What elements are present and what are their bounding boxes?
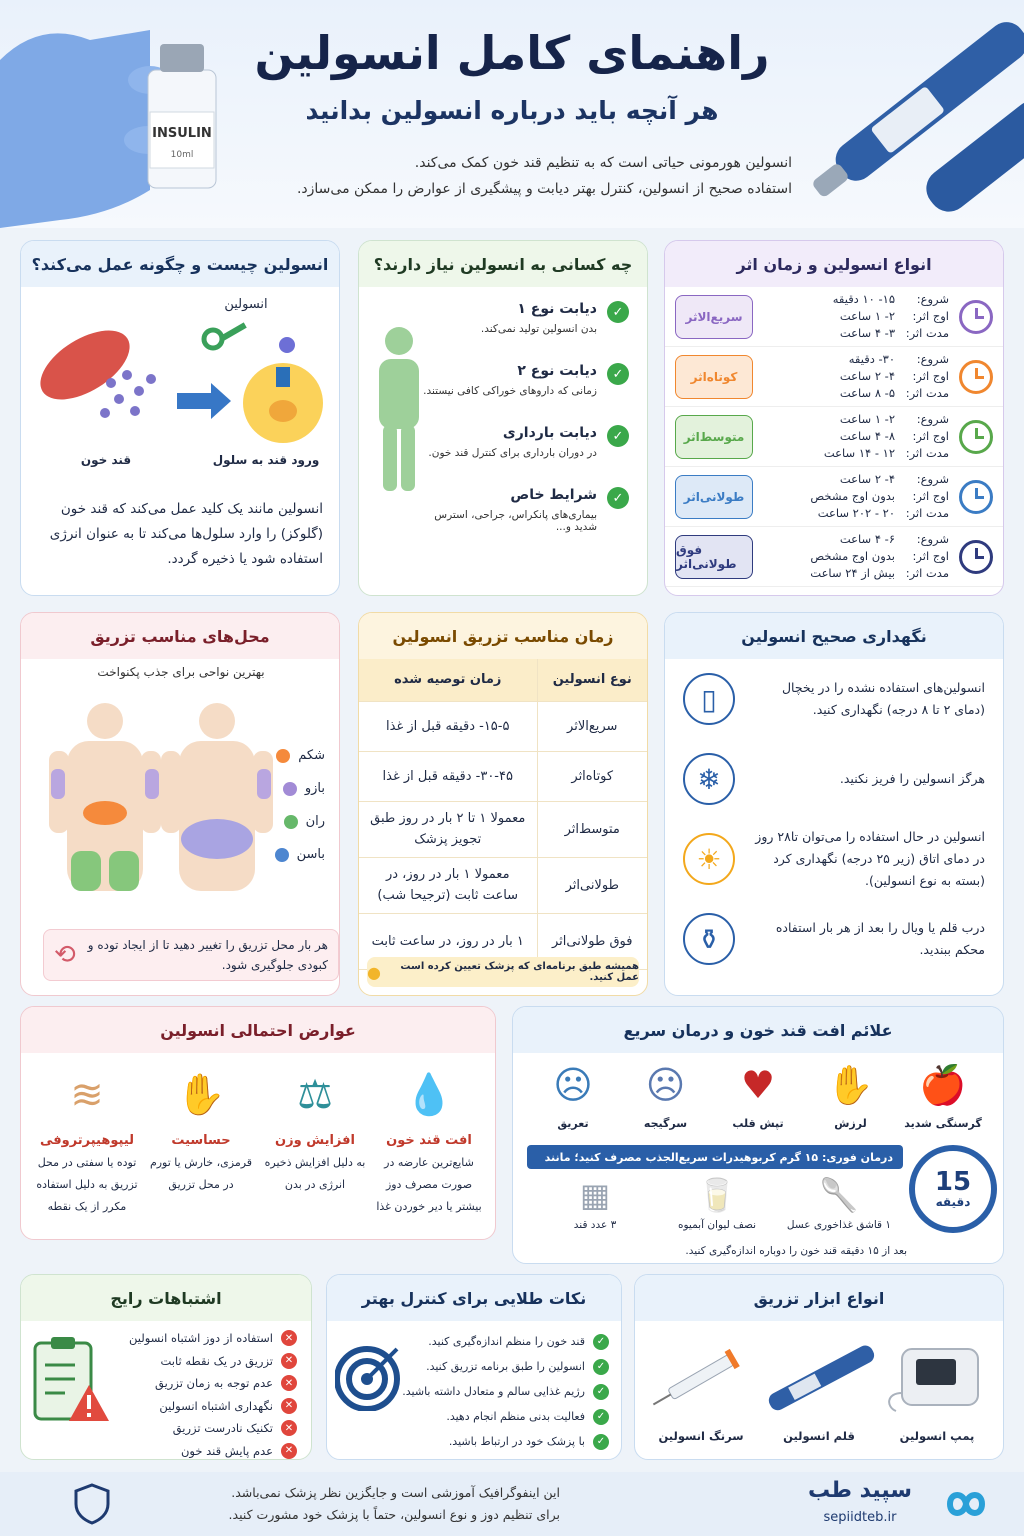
- side-effect-desc: شایع‌ترین عارضه در صورت مصرف دوز بیشتر یا دیر خوردن غذا: [376, 1156, 482, 1213]
- symptom-item: [903, 1059, 983, 1130]
- timing-note: همیشه طبق برنامه‌ای که پزشک تعیین کرده است عمل کنید.: [400, 961, 639, 983]
- type-duration-value: ۲۰ - ۲۰۲ ساعت: [817, 506, 895, 520]
- treatment-label: ۳ عدد قند: [573, 1219, 617, 1231]
- who-needs-item-desc: زمانی که داروهای خوراکی کافی نیستند.: [423, 385, 597, 397]
- who-needs-text: [419, 359, 597, 397]
- x-mark-icon: ✕: [281, 1353, 297, 1369]
- page-subtitle: هر آنچه باید درباره انسولین بدانید: [305, 96, 719, 125]
- mistakes-title: اشتباهات رایج: [21, 1275, 311, 1321]
- syringe-icon: [643, 1331, 759, 1423]
- type-peak-line: [763, 488, 949, 505]
- check-icon: ✓: [593, 1334, 609, 1350]
- storage-item: [665, 739, 1003, 819]
- who-needs-text: [419, 483, 597, 533]
- tools-title: انواع ابزار تزریق: [635, 1275, 1003, 1321]
- type-duration-label: مدت اثر:: [905, 566, 949, 580]
- treatment-banner: درمان فوری: ۱۵ گرم کربوهیدرات سریع‌الجذب مصرف کنید؛ مانند: [527, 1145, 903, 1169]
- legend-item: [255, 772, 325, 805]
- x-mark-icon: ✕: [281, 1375, 297, 1391]
- type-duration-value: بیش از ۲۴ ساعت: [810, 566, 895, 580]
- timer-15-min-icon: [909, 1145, 997, 1233]
- who-needs-text: [419, 421, 597, 459]
- type-duration-value: ۵- ۸ ساعت: [839, 386, 895, 400]
- type-row: [665, 467, 1003, 527]
- clock-icon: [959, 480, 993, 514]
- symptom-item: [626, 1059, 706, 1130]
- x-mark-icon: ✕: [281, 1420, 297, 1436]
- legend-dot-icon: [283, 782, 297, 796]
- legend-item: [255, 739, 325, 772]
- honey-spoon-icon: 🥄: [819, 1176, 859, 1214]
- treatment-label: ۱ قاشق غذاخوری عسل: [786, 1219, 892, 1231]
- tip-text: فعالیت بدنی منظم انجام دهید.: [446, 1410, 585, 1423]
- symptom-label: تعریق: [557, 1117, 589, 1130]
- legend-label: بازو: [304, 781, 325, 796]
- timing-row-time: ۳۰-۴۵- دقیقه قبل از غذا: [359, 751, 537, 801]
- type-duration-line: [763, 325, 949, 342]
- tip-text: با پزشک خود در ارتباط باشید.: [448, 1435, 585, 1448]
- type-peak-line: [763, 548, 949, 565]
- tip-item: [399, 1379, 609, 1404]
- brand-site-link[interactable]: sepiidteb.ir: [823, 1510, 897, 1525]
- who-needs-item-desc: بیماری‌های پانکراس، جراحی، استرس شدید و...: [434, 509, 597, 533]
- tips-card: [326, 1274, 622, 1460]
- treatment-label: نصف لیوان آبمیوه: [678, 1219, 756, 1231]
- mistake-item: [119, 1372, 297, 1395]
- check-icon: ✓: [593, 1409, 609, 1425]
- storage-item: [665, 659, 1003, 739]
- disclaimer-line-1: این اینفوگرافیک آموزشی است و جایگزین نظر پزشک نمی‌باشد.: [231, 1485, 560, 1500]
- side-effect-item: [31, 1065, 143, 1218]
- who-needs-item: [419, 483, 629, 545]
- type-duration-label: مدت اثر:: [905, 446, 949, 460]
- vial-label: INSULIN: [152, 126, 212, 141]
- rotate-arrows-icon: ⟲: [54, 940, 76, 970]
- legend-dot-icon: [276, 749, 290, 763]
- storage-item-text: هرگز انسولین را فریز نکنید.: [839, 771, 985, 786]
- x-mark-icon: ✕: [281, 1443, 297, 1459]
- intro-text: [232, 150, 792, 202]
- sites-legend: [255, 739, 325, 871]
- timing-row-time: معمولا ۱ تا ۲ بار در روز طبق تجویز پزشک: [359, 801, 537, 857]
- who-needs-item: [419, 421, 629, 483]
- side-effect-title: حساسیت: [171, 1133, 231, 1148]
- treatment-item: [779, 1175, 899, 1231]
- mistake-text: تزریق در یک نقطه ثابت: [160, 1353, 273, 1368]
- types-title: انواع انسولین و زمان اثر: [665, 241, 1003, 287]
- side-effects-list: [31, 1065, 485, 1218]
- storage-item: [665, 899, 1003, 979]
- type-row: [665, 407, 1003, 467]
- who-needs-list: [419, 297, 629, 545]
- clock-icon: [959, 360, 993, 394]
- sites-card: [20, 612, 340, 996]
- timing-row-time: معمولا ۱ بار در روز، در ساعت ثابت (ترجیحا شب): [359, 857, 537, 913]
- check-icon: ✓: [593, 1434, 609, 1450]
- tool-label: پمپ انسولین: [899, 1429, 975, 1443]
- blood-sugar-label: قند خون: [80, 453, 132, 467]
- mistake-text: عدم پایش قند خون: [180, 1443, 273, 1458]
- insulin-pen-icon: [761, 1331, 877, 1423]
- type-duration-line: [763, 565, 949, 582]
- type-duration-label: مدت اثر:: [905, 506, 949, 520]
- type-row: [665, 527, 1003, 587]
- timing-row-type: متوسط‌اثر: [537, 801, 647, 857]
- x-mark-icon: ✕: [281, 1398, 297, 1414]
- tip-item: [399, 1354, 609, 1379]
- legend-dot-icon: [284, 815, 298, 829]
- type-peak-value: ۲- ۱ ساعت: [839, 309, 895, 323]
- type-peak-label: اوج اثر:: [912, 309, 949, 323]
- side-effect-item: [145, 1065, 257, 1218]
- mistakes-list: [119, 1327, 297, 1460]
- what-is-description: انسولین مانند یک کلید عمل می‌کند که قند خون (گلوکز) را وارد سلول‌ها می‌کند تا به عنوان انرژی استفاده شود یا ذخیره گردد.: [49, 501, 323, 567]
- type-duration-label: مدت اثر:: [905, 386, 949, 400]
- side-effect-item: [259, 1065, 371, 1218]
- who-needs-item-title: دیابت بارداری: [502, 425, 597, 441]
- tip-text: قند خون را منظم اندازه‌گیری کنید.: [428, 1335, 585, 1348]
- clock-icon: [959, 300, 993, 334]
- blood-drop-icon: 💧: [404, 1072, 454, 1118]
- hypo-symptoms: [533, 1059, 983, 1130]
- type-start-value: ۳۰- دقیقه: [848, 352, 895, 366]
- vial-volume: 10ml: [170, 150, 194, 160]
- clock-icon: [959, 540, 993, 574]
- side-effect-desc: به دلیل افزایش ذخیره انرژی در بدن: [264, 1156, 366, 1191]
- fridge-icon: ▯: [683, 673, 735, 725]
- storage-item-text: انسولین‌های استفاده نشده را در یخچال (دمای ۲ تا ۸ درجه) نگهداری کنید.: [781, 680, 985, 717]
- side-effect-title: لیپوهیپرتروفی: [39, 1133, 135, 1148]
- mistake-text: نگهداری اشتباه انسولین: [159, 1398, 273, 1413]
- type-start-line: [763, 531, 949, 548]
- side-effect-title: افزایش وزن: [275, 1133, 355, 1148]
- timing-row-type: سریع‌الاثر: [537, 701, 647, 751]
- rotate-tip-box: [43, 929, 339, 981]
- tips-title: نکات طلایی برای کنترل بهتر: [327, 1275, 621, 1321]
- type-peak-value: بدون اوج مشخص: [810, 489, 895, 503]
- symptom-label: تپش قلب: [732, 1117, 784, 1130]
- who-needs-item-title: دیابت نوع ۲: [517, 363, 597, 379]
- hypo-title: علائم افت قند خون و درمان سریع: [513, 1007, 1003, 1053]
- type-start-line: [763, 471, 949, 488]
- legend-dot-icon: [275, 848, 289, 862]
- hypo-card: [512, 1006, 1004, 1264]
- what-is-title: انسولین چیست و چگونه عمل می‌کند؟: [21, 241, 339, 287]
- side-effect-item: [373, 1065, 485, 1218]
- timing-table: [359, 659, 647, 970]
- tip-text: رژیم غذایی سالم و متعادل داشته باشید.: [402, 1385, 585, 1398]
- mistake-item: [119, 1395, 297, 1418]
- timing-card: [358, 612, 648, 996]
- timing-row-time: ۱ بار در روز، در ساعت ثابت: [359, 913, 537, 969]
- type-timing: [763, 411, 949, 462]
- timing-row: [359, 801, 647, 857]
- side-effects-title: عوارض احتمالی انسولین: [21, 1007, 495, 1053]
- heart-icon: ♥: [740, 1063, 776, 1107]
- clock-icon: [959, 420, 993, 454]
- legend-label: شکم: [298, 748, 325, 763]
- type-duration-line: [763, 445, 949, 462]
- sites-title: محل‌های مناسب تزریق: [21, 613, 339, 659]
- type-start-line: [763, 411, 949, 428]
- timing-note-box: [367, 957, 639, 987]
- storage-item-text: انسولین در حال استفاده را می‌توان تا۲۸ روز در دمای اتاق (زیر ۲۵ درجه) نگهداری کرد (بسته به نوع انسولین).: [755, 829, 985, 888]
- sites-subtitle: بهترین نواحی برای جذب پکنواخت: [97, 665, 265, 679]
- type-duration-line: [763, 505, 949, 522]
- mistake-item: [119, 1327, 297, 1350]
- symptom-label: لرزش: [834, 1117, 867, 1130]
- type-timing: [763, 471, 949, 522]
- juice-glass-icon: 🥛: [697, 1176, 737, 1214]
- page-title: راهنمای کامل انسولین: [254, 26, 770, 80]
- type-start-label: شروع:: [916, 472, 949, 486]
- type-row: [665, 287, 1003, 347]
- snowflake-icon: ❄: [683, 753, 735, 805]
- type-peak-line: [763, 428, 949, 445]
- type-start-line: [763, 351, 949, 368]
- disclaimer-line-2: برای تنظیم دوز و نوع انسولین، حتماً با پزشک خود مشورت کنید.: [228, 1507, 560, 1522]
- sun-icon: ☀: [683, 833, 735, 885]
- tip-item: [399, 1429, 609, 1454]
- timer-unit: دقیقه: [935, 1195, 971, 1209]
- lightbulb-icon: ●: [367, 962, 381, 982]
- mistake-text: تکنیک نادرست تزریق: [172, 1421, 273, 1436]
- who-needs-item: [419, 359, 629, 421]
- type-duration-value: ۳- ۴ ساعت: [839, 326, 895, 340]
- type-peak-line: [763, 368, 949, 385]
- mistake-item: [119, 1440, 297, 1461]
- mistakes-card: [20, 1274, 312, 1460]
- mistake-item: [119, 1417, 297, 1440]
- treatment-list: [535, 1175, 899, 1231]
- check-icon: ✓: [607, 487, 629, 509]
- symptom-item: [533, 1059, 613, 1130]
- rotate-tip-text: هر بار محل تزریق را تغییر دهید تا از ایجاد توده و کبودی جلوگیری شود.: [87, 938, 328, 972]
- scale-icon: ⚖: [297, 1072, 333, 1118]
- insulin-pen-header-illustration: [800, 0, 1024, 228]
- x-mark-icon: ✕: [281, 1330, 297, 1346]
- type-peak-value: ۸- ۴ ساعت: [839, 429, 895, 443]
- type-peak-label: اوج اثر:: [912, 549, 949, 563]
- check-icon: ✓: [607, 425, 629, 447]
- clipboard-warning-icon: [31, 1335, 111, 1435]
- check-icon: ✓: [607, 363, 629, 385]
- legend-item: [255, 805, 325, 838]
- insulin-pump-icon: [879, 1331, 995, 1423]
- type-name-pill: متوسط‌اثر: [675, 415, 753, 459]
- col-time-header: زمان توصیه شده: [359, 659, 537, 701]
- symptom-label: سرگیجه: [643, 1117, 688, 1130]
- type-name-pill: سریع‌الاثر: [675, 295, 753, 339]
- type-start-line: [763, 291, 949, 308]
- skin-layer-icon: ≋: [70, 1072, 104, 1118]
- type-name-pill: کوتاه‌اثر: [675, 355, 753, 399]
- type-name-pill: فوق طولانی‌اثر: [675, 535, 753, 579]
- type-start-label: شروع:: [916, 532, 949, 546]
- type-timing: [763, 531, 949, 582]
- types-card: [664, 240, 1004, 596]
- storage-list: [665, 659, 1003, 979]
- mistake-text: عدم توجه به زمان تزریق: [155, 1376, 273, 1391]
- timing-row-time: ۱۵-۵- دقیقه قبل از غذا: [359, 701, 537, 751]
- target-arrow-icon: [335, 1341, 405, 1411]
- check-icon: ✓: [607, 301, 629, 323]
- type-duration-line: [763, 385, 949, 402]
- who-needs-item-title: شرایط خاص: [510, 487, 597, 503]
- type-duration-value: ۱۲ - ۱۴ ساعت: [823, 446, 895, 460]
- type-peak-value: ۴- ۲ ساعت: [839, 369, 895, 383]
- type-peak-line: [763, 308, 949, 325]
- col-type-header: نوع انسولین: [537, 659, 647, 701]
- side-effect-title: افت قند خون: [386, 1133, 472, 1148]
- mistake-text: استفاده از دوز اشتباه انسولین: [129, 1331, 273, 1346]
- types-list: [665, 287, 1003, 587]
- timing-row-type: فوق طولانی‌اثر: [537, 913, 647, 969]
- intro-line-2: استفاده صحیح از انسولین، کنترل بهتر دیابت و پیشگیری از عوارض را ممکن می‌سازد.: [296, 181, 792, 197]
- type-start-value: ۱۵- ۱۰ دقیقه: [832, 292, 895, 306]
- who-needs-item: [419, 297, 629, 359]
- sweating-icon: ☹: [553, 1063, 593, 1107]
- side-effect-desc: قرمزی، خارش یا تورم در محل تزریق: [149, 1156, 253, 1191]
- timing-row: [359, 857, 647, 913]
- storage-item: [665, 819, 1003, 899]
- storage-card: [664, 612, 1004, 996]
- type-duration-label: مدت اثر:: [905, 326, 949, 340]
- brand-name: سپید طب: [808, 1478, 912, 1503]
- treatment-item: [657, 1175, 777, 1231]
- recheck-note: بعد از ۱۵ دقیقه قند خون را دوباره اندازه‌گیری کنید.: [685, 1245, 907, 1257]
- type-start-label: شروع:: [916, 292, 949, 306]
- who-needs-text: [419, 297, 597, 335]
- storage-item-text: درب قلم یا ویال را بعد از هر بار استفاده محکم ببندید.: [775, 920, 985, 957]
- gloved-hand-vial-illustration: [0, 0, 230, 228]
- who-needs-item-desc: در دوران بارداری برای کنترل قند خون.: [428, 447, 597, 459]
- tools-card: [634, 1274, 1004, 1460]
- type-peak-label: اوج اثر:: [912, 489, 949, 503]
- brand-infinity-logo-icon: [934, 1484, 998, 1524]
- type-start-label: شروع:: [916, 352, 949, 366]
- tool-label: قلم انسولین: [783, 1429, 855, 1443]
- insulin-mechanism-diagram: [35, 317, 331, 447]
- shield-icon: [72, 1482, 112, 1526]
- who-needs-card: [358, 240, 648, 596]
- legend-item: [255, 838, 325, 871]
- dizzy-icon: ☹: [645, 1063, 686, 1107]
- body-injection-sites-diagram: [45, 699, 275, 919]
- legend-label: باسن: [296, 847, 325, 862]
- cell-entry-label: ورود قند به سلول: [212, 453, 320, 467]
- legend-label: ران: [305, 814, 325, 829]
- intro-line-1: انسولین هورمونی حیاتی است که به تنظیم قند خون کمک می‌کند.: [414, 155, 792, 171]
- storage-title: نگهداری صحیح انسولین: [665, 613, 1003, 659]
- type-name-pill: طولانی‌اثر: [675, 475, 753, 519]
- vial-icon: ⚱: [683, 913, 735, 965]
- side-effect-desc: توده یا سفتی در محل تزریق به دلیل استفاده مکرر از یک نقطه: [36, 1156, 138, 1213]
- type-start-label: شروع:: [916, 412, 949, 426]
- tip-text: انسولین را طبق برنامه تزریق کنید.: [426, 1360, 585, 1373]
- type-timing: [763, 291, 949, 342]
- type-peak-value: بدون اوج مشخص: [810, 549, 895, 563]
- tips-list: [399, 1329, 609, 1454]
- type-peak-label: اوج اثر:: [912, 369, 949, 383]
- side-effects-card: [20, 1006, 496, 1240]
- check-icon: ✓: [593, 1384, 609, 1400]
- disclaimer: [160, 1482, 560, 1526]
- type-start-value: ۴- ۲ ساعت: [839, 472, 895, 486]
- tool-item: [879, 1331, 995, 1443]
- timing-row-type: کوتاه‌اثر: [537, 751, 647, 801]
- type-timing: [763, 351, 949, 402]
- symptom-label: گرسنگی شدید: [904, 1117, 982, 1130]
- who-needs-title: چه کسانی به انسولین نیاز دارند؟: [359, 241, 647, 287]
- mistake-item: [119, 1350, 297, 1373]
- insulin-label: انسولین: [224, 297, 268, 312]
- type-row: [665, 347, 1003, 407]
- shaking-hands-icon: ✋: [826, 1063, 875, 1107]
- symptom-item: [718, 1059, 798, 1130]
- timing-row: [359, 751, 647, 801]
- tool-label: سرنگ انسولین: [658, 1429, 744, 1443]
- tool-item: [761, 1331, 877, 1443]
- symptom-item: [811, 1059, 891, 1130]
- tip-item: [399, 1404, 609, 1429]
- timing-title: زمان مناسب تزریق انسولین: [359, 613, 647, 659]
- timer-number: 15: [934, 1167, 972, 1197]
- sugar-cubes-icon: ▦: [579, 1176, 611, 1214]
- check-icon: ✓: [593, 1359, 609, 1375]
- type-start-value: ۶- ۴ ساعت: [839, 532, 895, 546]
- food-icon: 🍎: [919, 1063, 967, 1107]
- timing-row-type: طولانی‌اثر: [537, 857, 647, 913]
- what-is-card: [20, 240, 340, 596]
- who-needs-item-desc: بدن انسولین تولید نمی‌کند.: [480, 323, 597, 335]
- tools-list: [643, 1331, 995, 1443]
- rash-hand-icon: ✋: [176, 1072, 226, 1118]
- tip-item: [399, 1329, 609, 1354]
- who-needs-item-title: دیابت نوع ۱: [517, 301, 597, 317]
- type-start-value: ۲- ۱ ساعت: [839, 412, 895, 426]
- tool-item: [643, 1331, 759, 1443]
- timing-row: [359, 701, 647, 751]
- type-peak-label: اوج اثر:: [912, 429, 949, 443]
- treatment-item: [535, 1175, 655, 1231]
